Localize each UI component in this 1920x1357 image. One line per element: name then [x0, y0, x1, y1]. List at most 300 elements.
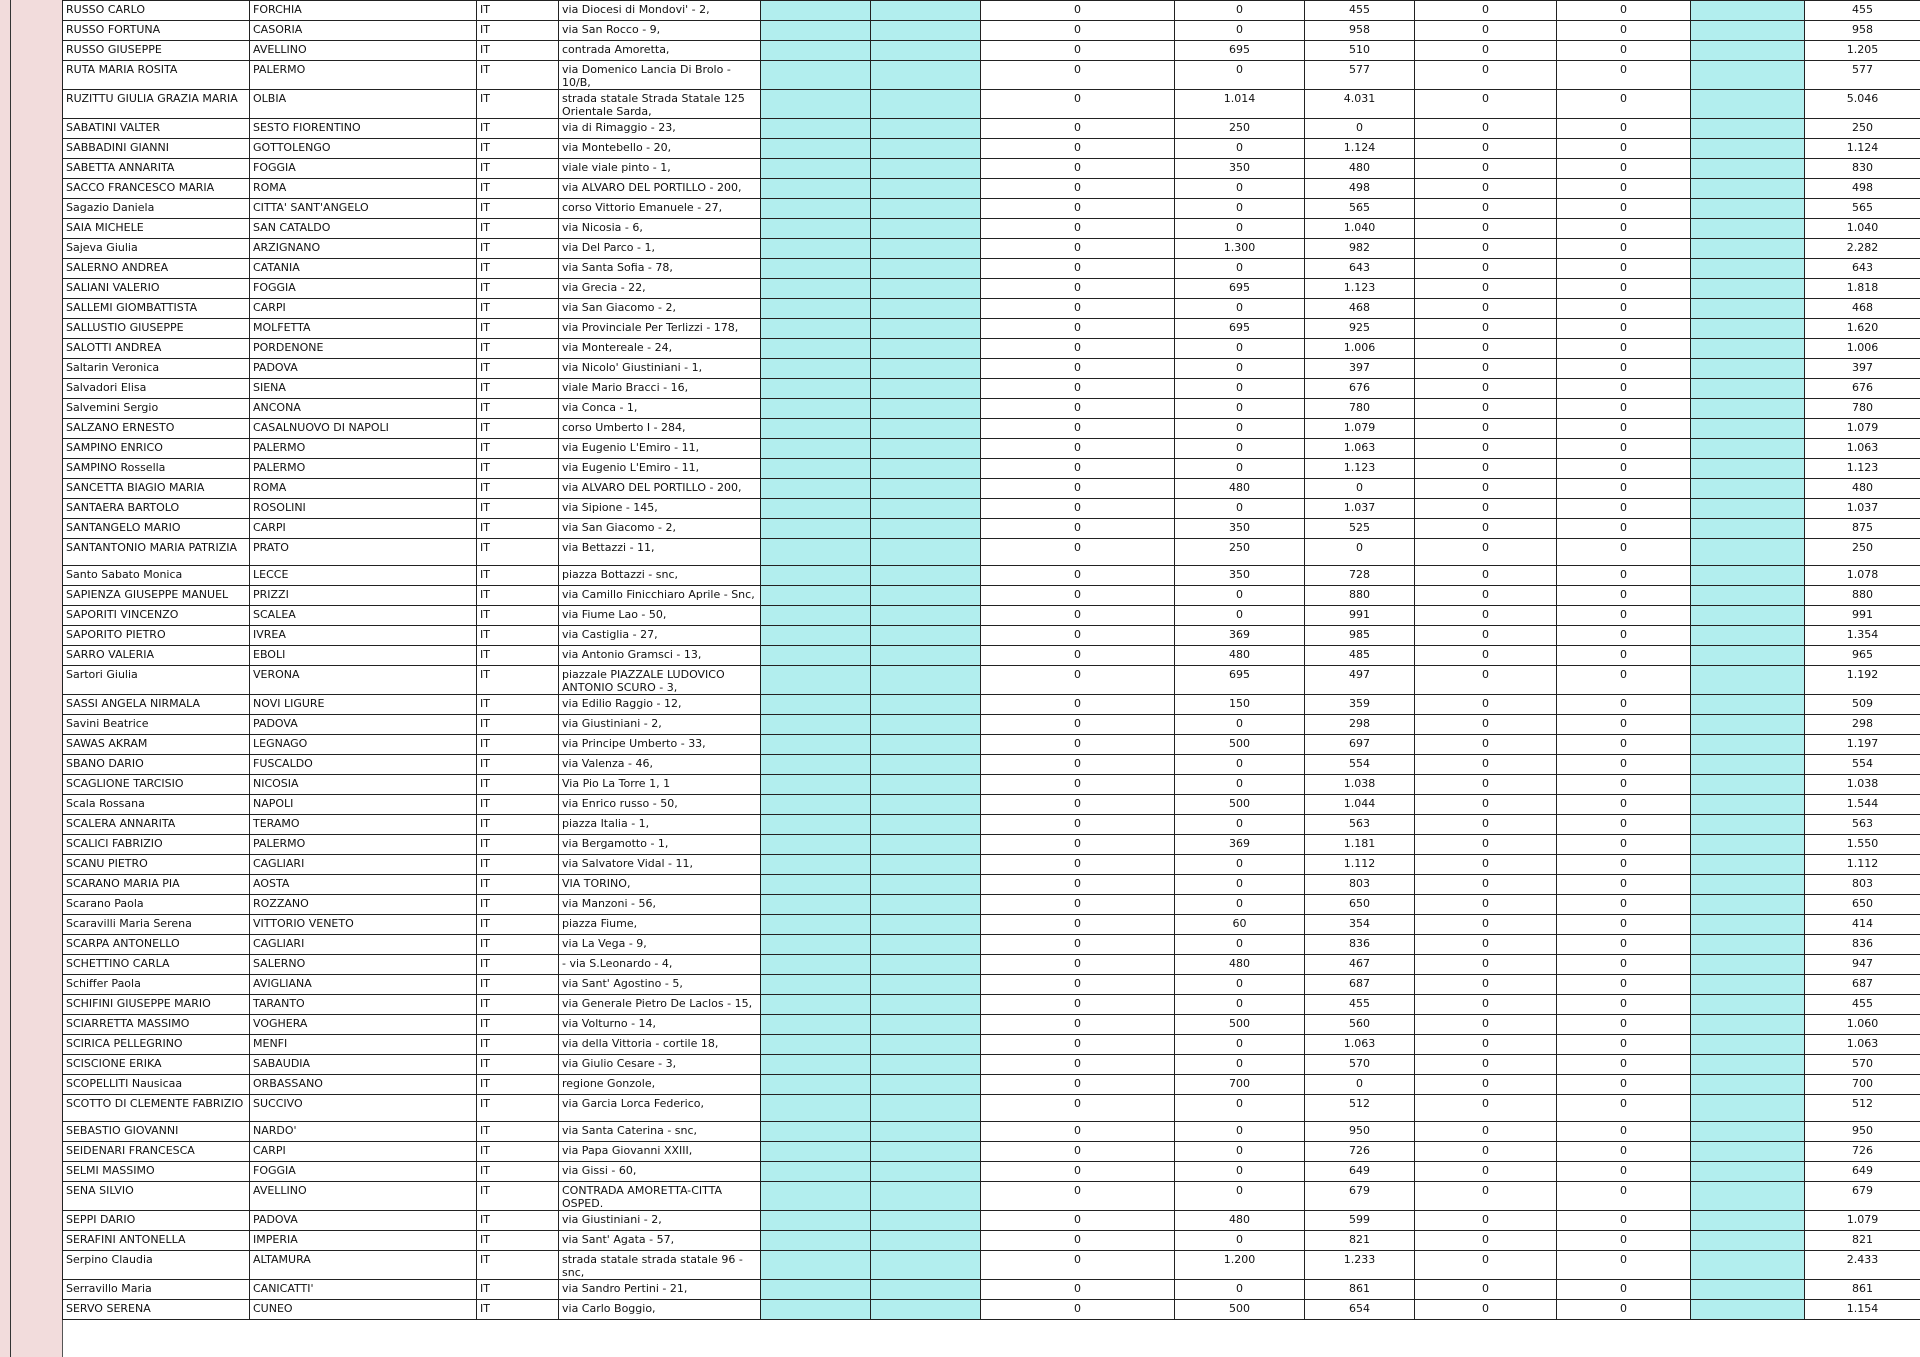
cell-value-4: 0: [1415, 279, 1557, 299]
cell-country: IT: [477, 61, 559, 90]
cell-value-2: 1.014: [1175, 90, 1305, 119]
cell-value-1: 0: [981, 199, 1175, 219]
cell-highlight-2: [871, 519, 981, 539]
cell-highlight-1: [761, 1280, 871, 1300]
cell-city: SAN CATALDO: [250, 219, 477, 239]
cell-value-4: 0: [1415, 319, 1557, 339]
cell-address: via Santa Caterina - snc,: [559, 1122, 761, 1142]
table-row: [63, 359, 1920, 379]
cell-address: via La Vega - 9,: [559, 935, 761, 955]
cell-value-5: 0: [1557, 795, 1691, 815]
cell-value-4: 0: [1415, 626, 1557, 646]
cell-total: 643: [1805, 259, 1920, 279]
cell-address: via Papa Giovanni XXIII,: [559, 1142, 761, 1162]
cell-value-3: 880: [1305, 586, 1415, 606]
cell-value-5: 0: [1557, 1280, 1691, 1300]
cell-name: SAPIENZA GIUSEPPE MANUEL: [63, 586, 250, 606]
cell-value-2: 0: [1175, 1142, 1305, 1162]
cell-city: SCALEA: [250, 606, 477, 626]
cell-value-5: 0: [1557, 359, 1691, 379]
cell-value-2: 695: [1175, 279, 1305, 299]
cell-total: 687: [1805, 975, 1920, 995]
cell-value-4: 0: [1415, 1, 1557, 21]
cell-highlight-1: [761, 219, 871, 239]
cell-value-3: 0: [1305, 1075, 1415, 1095]
table-row: [63, 606, 1920, 626]
cell-value-3: 1.063: [1305, 439, 1415, 459]
table-row: [63, 626, 1920, 646]
cell-value-2: 350: [1175, 566, 1305, 586]
cell-country: IT: [477, 646, 559, 666]
table-row: [63, 795, 1920, 815]
cell-value-1: 0: [981, 895, 1175, 915]
cell-country: IT: [477, 566, 559, 586]
cell-value-4: 0: [1415, 1035, 1557, 1055]
cell-name: SCISCIONE ERIKA: [63, 1055, 250, 1075]
cell-highlight-2: [871, 1122, 981, 1142]
cell-city: FORCHIA: [250, 1, 477, 21]
cell-value-4: 0: [1415, 1095, 1557, 1122]
cell-highlight-2: [871, 695, 981, 715]
cell-highlight-2: [871, 755, 981, 775]
cell-name: SCOTTO DI CLEMENTE FABRIZIO: [63, 1095, 250, 1122]
cell-value-3: 510: [1305, 41, 1415, 61]
cell-value-4: 0: [1415, 566, 1557, 586]
cell-address: contrada Amoretta,: [559, 41, 761, 61]
cell-value-3: 1.037: [1305, 499, 1415, 519]
cell-name: Scarano Paola: [63, 895, 250, 915]
cell-highlight-3: [1691, 695, 1805, 715]
cell-address: VIA TORINO,: [559, 875, 761, 895]
cell-country: IT: [477, 875, 559, 895]
cell-address: via Principe Umberto - 33,: [559, 735, 761, 755]
cell-country: IT: [477, 1251, 559, 1280]
cell-highlight-3: [1691, 1280, 1805, 1300]
cell-name: SACCO FRANCESCO MARIA: [63, 179, 250, 199]
cell-address: via Grecia - 22,: [559, 279, 761, 299]
cell-city: CUNEO: [250, 1300, 477, 1320]
cell-total: 726: [1805, 1142, 1920, 1162]
cell-value-3: 1.233: [1305, 1251, 1415, 1280]
cell-city: ANCONA: [250, 399, 477, 419]
cell-highlight-1: [761, 855, 871, 875]
cell-value-3: 1.112: [1305, 855, 1415, 875]
cell-value-2: 0: [1175, 1162, 1305, 1182]
cell-highlight-2: [871, 1182, 981, 1211]
cell-address: via Domenico Lancia Di Brolo - 10/B,: [559, 61, 761, 90]
cell-highlight-1: [761, 61, 871, 90]
cell-address: via Fiume Lao - 50,: [559, 606, 761, 626]
cell-name: Sagazio Daniela: [63, 199, 250, 219]
cell-total: 512: [1805, 1095, 1920, 1122]
cell-country: IT: [477, 666, 559, 695]
cell-value-1: 0: [981, 239, 1175, 259]
cell-value-2: 0: [1175, 1182, 1305, 1211]
cell-name: RUTA MARIA ROSITA: [63, 61, 250, 90]
cell-highlight-3: [1691, 159, 1805, 179]
cell-value-2: 695: [1175, 41, 1305, 61]
cell-value-1: 0: [981, 1122, 1175, 1142]
cell-country: IT: [477, 239, 559, 259]
cell-country: IT: [477, 21, 559, 41]
cell-value-1: 0: [981, 875, 1175, 895]
table-row: [63, 539, 1920, 566]
cell-highlight-1: [761, 90, 871, 119]
cell-country: IT: [477, 41, 559, 61]
cell-highlight-2: [871, 935, 981, 955]
cell-value-1: 0: [981, 646, 1175, 666]
cell-city: NOVI LIGURE: [250, 695, 477, 715]
cell-address: via Eugenio L'Emiro - 11,: [559, 439, 761, 459]
cell-highlight-2: [871, 1280, 981, 1300]
cell-highlight-2: [871, 259, 981, 279]
cell-country: IT: [477, 1, 559, 21]
cell-country: IT: [477, 1095, 559, 1122]
cell-highlight-3: [1691, 279, 1805, 299]
cell-value-2: 0: [1175, 815, 1305, 835]
cell-value-2: 1.300: [1175, 239, 1305, 259]
cell-country: IT: [477, 1035, 559, 1055]
table-row: [63, 179, 1920, 199]
cell-name: SERVO SERENA: [63, 1300, 250, 1320]
cell-total: 565: [1805, 199, 1920, 219]
cell-value-3: 480: [1305, 159, 1415, 179]
cell-total: 498: [1805, 179, 1920, 199]
cell-total: 414: [1805, 915, 1920, 935]
cell-name: SEBASTIO GIOVANNI: [63, 1122, 250, 1142]
cell-total: 1.818: [1805, 279, 1920, 299]
cell-value-5: 0: [1557, 539, 1691, 566]
cell-value-4: 0: [1415, 735, 1557, 755]
cell-value-2: 0: [1175, 439, 1305, 459]
cell-value-3: 803: [1305, 875, 1415, 895]
cell-highlight-1: [761, 1015, 871, 1035]
cell-value-2: 500: [1175, 795, 1305, 815]
cell-value-5: 0: [1557, 219, 1691, 239]
cell-value-5: 0: [1557, 139, 1691, 159]
cell-total: 397: [1805, 359, 1920, 379]
cell-highlight-1: [761, 199, 871, 219]
cell-address: via Nicolo' Giustiniani - 1,: [559, 359, 761, 379]
cell-country: IT: [477, 339, 559, 359]
cell-city: PALERMO: [250, 459, 477, 479]
cell-value-3: 512: [1305, 1095, 1415, 1122]
cell-country: IT: [477, 1122, 559, 1142]
cell-value-1: 0: [981, 735, 1175, 755]
cell-value-4: 0: [1415, 1162, 1557, 1182]
cell-highlight-2: [871, 1300, 981, 1320]
cell-country: IT: [477, 915, 559, 935]
cell-highlight-3: [1691, 715, 1805, 735]
cell-value-5: 0: [1557, 935, 1691, 955]
cell-highlight-2: [871, 995, 981, 1015]
cell-total: 577: [1805, 61, 1920, 90]
cell-value-5: 0: [1557, 299, 1691, 319]
cell-value-5: 0: [1557, 646, 1691, 666]
cell-city: PADOVA: [250, 715, 477, 735]
cell-value-5: 0: [1557, 159, 1691, 179]
cell-highlight-1: [761, 875, 871, 895]
cell-value-3: 649: [1305, 1162, 1415, 1182]
cell-highlight-3: [1691, 875, 1805, 895]
cell-highlight-1: [761, 21, 871, 41]
cell-address: strada statale Strada Statale 125 Orientale Sarda,: [559, 90, 761, 119]
cell-value-4: 0: [1415, 139, 1557, 159]
cell-highlight-1: [761, 399, 871, 419]
cell-highlight-3: [1691, 359, 1805, 379]
cell-city: AVELLINO: [250, 41, 477, 61]
cell-country: IT: [477, 539, 559, 566]
cell-highlight-3: [1691, 90, 1805, 119]
cell-address: regione Gonzole,: [559, 1075, 761, 1095]
cell-name: SCANU PIETRO: [63, 855, 250, 875]
cell-value-2: 0: [1175, 379, 1305, 399]
cell-highlight-3: [1691, 1, 1805, 21]
cell-country: IT: [477, 975, 559, 995]
cell-name: Scala Rossana: [63, 795, 250, 815]
table-row: [63, 41, 1920, 61]
cell-highlight-2: [871, 1231, 981, 1251]
table-row: [63, 1251, 1920, 1280]
table-row: [63, 259, 1920, 279]
cell-country: IT: [477, 955, 559, 975]
cell-value-5: 0: [1557, 1182, 1691, 1211]
cell-total: 676: [1805, 379, 1920, 399]
cell-name: Sartori Giulia: [63, 666, 250, 695]
cell-value-4: 0: [1415, 975, 1557, 995]
cell-name: SCHETTINO CARLA: [63, 955, 250, 975]
cell-name: SANTANTONIO MARIA PATRIZIA: [63, 539, 250, 566]
cell-value-2: 0: [1175, 1055, 1305, 1075]
cell-address: via Giustiniani - 2,: [559, 715, 761, 735]
cell-total: 1.620: [1805, 319, 1920, 339]
cell-highlight-2: [871, 1211, 981, 1231]
cell-highlight-1: [761, 1182, 871, 1211]
cell-value-1: 0: [981, 299, 1175, 319]
cell-highlight-1: [761, 159, 871, 179]
cell-highlight-2: [871, 1095, 981, 1122]
cell-name: RUSSO FORTUNA: [63, 21, 250, 41]
cell-highlight-1: [761, 1162, 871, 1182]
table-row: [63, 835, 1920, 855]
cell-address: piazza Bottazzi - snc,: [559, 566, 761, 586]
cell-address: - via S.Leonardo - 4,: [559, 955, 761, 975]
cell-total: 650: [1805, 895, 1920, 915]
cell-value-1: 0: [981, 61, 1175, 90]
cell-value-3: 687: [1305, 975, 1415, 995]
cell-highlight-2: [871, 21, 981, 41]
cell-value-4: 0: [1415, 1211, 1557, 1231]
cell-highlight-3: [1691, 259, 1805, 279]
cell-value-2: 0: [1175, 199, 1305, 219]
cell-value-3: 836: [1305, 935, 1415, 955]
cell-highlight-3: [1691, 339, 1805, 359]
cell-highlight-1: [761, 586, 871, 606]
cell-value-2: 0: [1175, 259, 1305, 279]
cell-name: Saltarin Veronica: [63, 359, 250, 379]
cell-highlight-1: [761, 1211, 871, 1231]
cell-name: SANTAERA BARTOLO: [63, 499, 250, 519]
cell-highlight-2: [871, 179, 981, 199]
cell-value-1: 0: [981, 1, 1175, 21]
cell-value-5: 0: [1557, 439, 1691, 459]
cell-value-1: 0: [981, 499, 1175, 519]
cell-total: 947: [1805, 955, 1920, 975]
cell-highlight-3: [1691, 419, 1805, 439]
cell-city: TARANTO: [250, 995, 477, 1015]
cell-value-1: 0: [981, 1182, 1175, 1211]
cell-value-3: 577: [1305, 61, 1415, 90]
cell-total: 1.038: [1805, 775, 1920, 795]
cell-name: SALIANI VALERIO: [63, 279, 250, 299]
cell-value-2: 350: [1175, 519, 1305, 539]
cell-value-4: 0: [1415, 715, 1557, 735]
cell-value-5: 0: [1557, 1300, 1691, 1320]
cell-value-4: 0: [1415, 339, 1557, 359]
cell-value-2: 250: [1175, 539, 1305, 566]
cell-name: SERAFINI ANTONELLA: [63, 1231, 250, 1251]
cell-highlight-2: [871, 566, 981, 586]
cell-value-1: 0: [981, 975, 1175, 995]
cell-value-4: 0: [1415, 1300, 1557, 1320]
cell-highlight-1: [761, 259, 871, 279]
cell-total: 554: [1805, 755, 1920, 775]
cell-highlight-2: [871, 1142, 981, 1162]
cell-value-2: 0: [1175, 179, 1305, 199]
cell-value-5: 0: [1557, 775, 1691, 795]
cell-highlight-2: [871, 539, 981, 566]
cell-value-4: 0: [1415, 179, 1557, 199]
cell-value-3: 1.040: [1305, 219, 1415, 239]
cell-value-4: 0: [1415, 606, 1557, 626]
cell-address: via Bettazzi - 11,: [559, 539, 761, 566]
cell-address: strada statale strada statale 96 - snc,: [559, 1251, 761, 1280]
cell-highlight-3: [1691, 1300, 1805, 1320]
cell-value-5: 0: [1557, 955, 1691, 975]
table-row: [63, 586, 1920, 606]
cell-country: IT: [477, 775, 559, 795]
cell-highlight-3: [1691, 755, 1805, 775]
cell-value-1: 0: [981, 835, 1175, 855]
cell-name: Sajeva Giulia: [63, 239, 250, 259]
cell-country: IT: [477, 835, 559, 855]
cell-highlight-2: [871, 1075, 981, 1095]
cell-value-5: 0: [1557, 586, 1691, 606]
cell-value-2: 500: [1175, 1300, 1305, 1320]
table-row: [63, 895, 1920, 915]
cell-city: NARDO': [250, 1122, 477, 1142]
cell-city: FOGGIA: [250, 159, 477, 179]
cell-highlight-2: [871, 1251, 981, 1280]
cell-value-1: 0: [981, 955, 1175, 975]
cell-city: FUSCALDO: [250, 755, 477, 775]
cell-highlight-1: [761, 419, 871, 439]
cell-total: 250: [1805, 119, 1920, 139]
cell-country: IT: [477, 1182, 559, 1211]
cell-total: 950: [1805, 1122, 1920, 1142]
cell-highlight-3: [1691, 319, 1805, 339]
cell-total: 1.063: [1805, 439, 1920, 459]
cell-value-3: 455: [1305, 995, 1415, 1015]
cell-total: 1.154: [1805, 1300, 1920, 1320]
cell-name: SALERNO ANDREA: [63, 259, 250, 279]
table-row: [63, 239, 1920, 259]
cell-highlight-1: [761, 519, 871, 539]
cell-value-1: 0: [981, 755, 1175, 775]
cell-highlight-3: [1691, 915, 1805, 935]
cell-value-4: 0: [1415, 159, 1557, 179]
cell-value-4: 0: [1415, 815, 1557, 835]
cell-highlight-3: [1691, 399, 1805, 419]
table-row: [63, 855, 1920, 875]
cell-value-4: 0: [1415, 519, 1557, 539]
cell-highlight-1: [761, 279, 871, 299]
cell-highlight-2: [871, 895, 981, 915]
cell-city: CAGLIARI: [250, 935, 477, 955]
cell-name: Scaravilli Maria Serena: [63, 915, 250, 935]
cell-city: VOGHERA: [250, 1015, 477, 1035]
cell-total: 298: [1805, 715, 1920, 735]
cell-value-2: 0: [1175, 21, 1305, 41]
cell-highlight-3: [1691, 459, 1805, 479]
cell-address: piazza Fiume,: [559, 915, 761, 935]
cell-value-3: 485: [1305, 646, 1415, 666]
cell-address: via Generale Pietro De Laclos - 15,: [559, 995, 761, 1015]
cell-highlight-1: [761, 1095, 871, 1122]
cell-value-5: 0: [1557, 995, 1691, 1015]
cell-city: NAPOLI: [250, 795, 477, 815]
cell-value-4: 0: [1415, 379, 1557, 399]
cell-city: CAGLIARI: [250, 855, 477, 875]
cell-country: IT: [477, 1075, 559, 1095]
cell-highlight-2: [871, 499, 981, 519]
cell-address: via Sandro Pertini - 21,: [559, 1280, 761, 1300]
cell-value-5: 0: [1557, 735, 1691, 755]
cell-value-3: 958: [1305, 21, 1415, 41]
cell-value-4: 0: [1415, 666, 1557, 695]
cell-value-4: 0: [1415, 1251, 1557, 1280]
cell-city: NICOSIA: [250, 775, 477, 795]
cell-highlight-2: [871, 41, 981, 61]
cell-value-2: 0: [1175, 935, 1305, 955]
cell-highlight-3: [1691, 61, 1805, 90]
cell-value-5: 0: [1557, 1251, 1691, 1280]
cell-city: PADOVA: [250, 359, 477, 379]
cell-value-5: 0: [1557, 199, 1691, 219]
cell-highlight-1: [761, 139, 871, 159]
cell-value-5: 0: [1557, 855, 1691, 875]
cell-value-1: 0: [981, 1142, 1175, 1162]
cell-country: IT: [477, 1231, 559, 1251]
cell-value-4: 0: [1415, 695, 1557, 715]
cell-value-3: 1.124: [1305, 139, 1415, 159]
cell-value-5: 0: [1557, 499, 1691, 519]
cell-country: IT: [477, 90, 559, 119]
cell-value-2: 60: [1175, 915, 1305, 935]
cell-city: CANICATTI': [250, 1280, 477, 1300]
cell-highlight-1: [761, 1142, 871, 1162]
cell-city: CASALNUOVO DI NAPOLI: [250, 419, 477, 439]
table-row: [63, 995, 1920, 1015]
cell-city: TERAMO: [250, 815, 477, 835]
cell-city: ROZZANO: [250, 895, 477, 915]
cell-highlight-3: [1691, 1231, 1805, 1251]
cell-highlight-1: [761, 775, 871, 795]
cell-value-2: 0: [1175, 219, 1305, 239]
cell-name: SARRO VALERIA: [63, 646, 250, 666]
cell-address: via Carlo Boggio,: [559, 1300, 761, 1320]
cell-city: CASORIA: [250, 21, 477, 41]
